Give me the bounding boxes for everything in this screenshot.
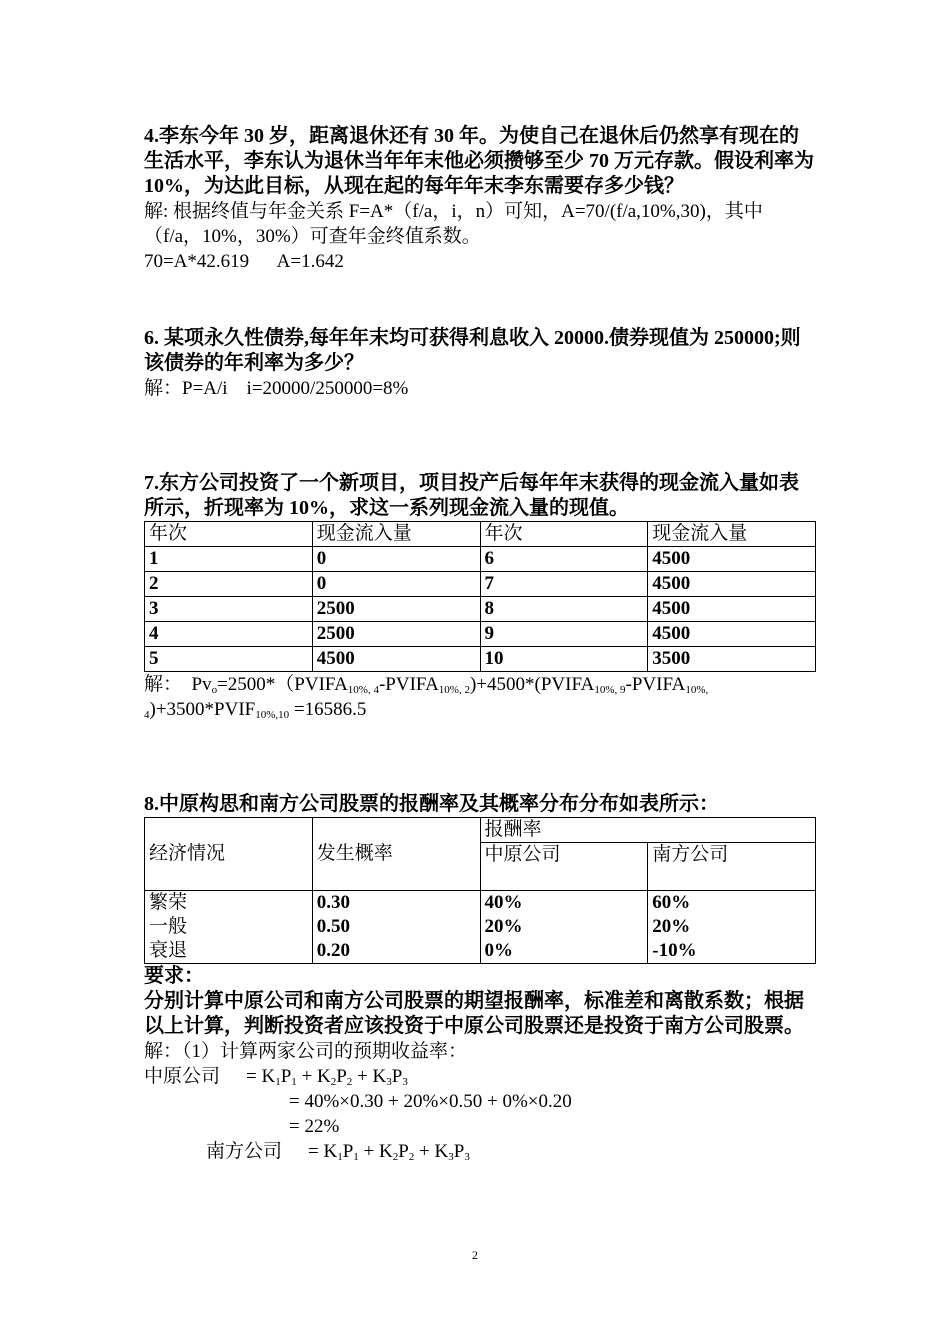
q8-requirement-body: 分别计算中原公司和南方公司股票的期望报酬率，标准差和离散系数；根据以上计算，判断投资者应该投资于中原公司股票还是投资于南方公司股票。 bbox=[144, 990, 804, 1037]
q8-question: 8.中原构思和南方公司股票的报酬率及其概率分布分布如表所示： bbox=[144, 793, 719, 815]
header-cashflow-2: 现金流入量 bbox=[648, 522, 816, 547]
header-year-1: 年次 bbox=[145, 522, 313, 547]
answer-text: )+4500*(PVIFA bbox=[469, 674, 595, 695]
q8-zhongyuan-result: = 22% bbox=[289, 1116, 340, 1137]
q8-nanfang-formula: 南方公司 = $K_1P_1 + K_2P_2 + K_3P_3$ bbox=[206, 1141, 470, 1163]
subscript: 10%, 9 bbox=[594, 684, 626, 696]
document-page bbox=[144, 124, 816, 1164]
table-cell: 6 bbox=[480, 547, 648, 572]
header-probability: 发生概率 bbox=[312, 818, 480, 891]
table-cell: 4500 bbox=[648, 547, 816, 572]
table-row bbox=[145, 622, 816, 647]
nanfang-label: 南方公司 bbox=[206, 1141, 283, 1162]
table-cell: 10 bbox=[480, 647, 648, 672]
table-cell: 7 bbox=[480, 572, 648, 597]
return-value: 20% bbox=[652, 916, 691, 937]
state-recession: 衰退 bbox=[149, 940, 188, 961]
answer-text: -PVIFA bbox=[625, 674, 686, 695]
table-cell: 1 bbox=[145, 547, 313, 572]
state-normal: 一般 bbox=[149, 916, 188, 937]
return-value: 60% bbox=[652, 892, 691, 913]
prob-value: 0.20 bbox=[316, 940, 350, 961]
q8-requirement-title: 要求： bbox=[144, 965, 204, 987]
table-cell: 2 bbox=[145, 572, 313, 597]
table-cell: 0 bbox=[312, 547, 480, 572]
nanfang-cell bbox=[648, 891, 816, 964]
header-return: 报酬率 bbox=[480, 818, 816, 843]
prob-value: 0.30 bbox=[316, 892, 350, 913]
subscript: 10%,10 bbox=[255, 709, 290, 721]
q6-question: 6. 某项永久性债券,每年年末均可获得利息收入 20000.债券现值为 250000;则该债券的年利率为多少？ bbox=[144, 327, 801, 374]
q7-answer bbox=[144, 672, 816, 722]
states-cell bbox=[145, 891, 313, 964]
q7-cashflow-table bbox=[144, 521, 816, 672]
return-value: -10% bbox=[652, 940, 697, 961]
table-cell: 3500 bbox=[648, 647, 816, 672]
header-economy: 经济情况 bbox=[145, 818, 313, 891]
subscript: 10%, 4 bbox=[144, 684, 709, 721]
header-year-2: 年次 bbox=[480, 522, 648, 547]
table-cell: 4500 bbox=[648, 597, 816, 622]
table-row bbox=[145, 572, 816, 597]
answer-text: =2500*（PVIFA bbox=[217, 674, 348, 695]
q8-zhongyuan-formula: 中原公司 = $K_1P_1 + K_2P_2 + K_3P_3$ bbox=[144, 1066, 408, 1088]
q8-returns-table bbox=[144, 817, 816, 964]
zhongyuan-cell bbox=[480, 891, 648, 964]
subscript: 10%, 4 bbox=[347, 684, 379, 696]
table-header-row bbox=[145, 818, 816, 843]
subscript: 10%, 2 bbox=[438, 684, 470, 696]
table-cell: 8 bbox=[480, 597, 648, 622]
table-cell: 0 bbox=[312, 572, 480, 597]
table-header-row bbox=[145, 522, 816, 547]
probs-cell bbox=[312, 891, 480, 964]
return-value: 0% bbox=[484, 940, 513, 961]
q8-zhongyuan-calc: = 40%×0.30 + 20%×0.50 + 0%×0.20 bbox=[289, 1091, 572, 1112]
q6-answer: 解：P=A/i i=20000/250000=8% bbox=[144, 378, 409, 399]
answer-text: -PVIFA bbox=[378, 674, 439, 695]
table-cell: 4 bbox=[145, 622, 313, 647]
zhongyuan-label: 中原公司 bbox=[144, 1066, 221, 1087]
table-row bbox=[145, 547, 816, 572]
table-cell: 2500 bbox=[312, 622, 480, 647]
header-nanfang: 南方公司 bbox=[648, 843, 816, 891]
header-zhongyuan: 中原公司 bbox=[480, 843, 648, 891]
table-row bbox=[145, 597, 816, 622]
return-value: 40% bbox=[484, 892, 523, 913]
return-value: 20% bbox=[484, 916, 523, 937]
page-number: 2 bbox=[472, 1248, 478, 1262]
table-cell: 9 bbox=[480, 622, 648, 647]
table-row bbox=[145, 891, 816, 964]
prob-value: 0.50 bbox=[316, 916, 350, 937]
q4-question: 4.李东今年 30 岁，距离退休还有 30 年。为使自己在退休后仍然享有现在的生活水平，李东认为退休当年年末他必须攒够至少 70 万元存款。假设利率为 10%，为达此目标，从现在起的每年年末李东需要存多少钱？ bbox=[144, 125, 814, 197]
table-cell: 4500 bbox=[648, 572, 816, 597]
q7-question: 7.东方公司投资了一个新项目，项目投产后每年年末获得的现金流入量如表所示，折现率为 10%，求这一系列现金流入量的现值。 bbox=[144, 472, 799, 519]
q4-result: 70=A*42.619 A=1.642 bbox=[144, 251, 344, 272]
state-boom: 繁荣 bbox=[149, 892, 188, 913]
table-cell: 4500 bbox=[312, 647, 480, 672]
header-cashflow-1: 现金流入量 bbox=[312, 522, 480, 547]
table-cell: 4500 bbox=[648, 622, 816, 647]
table-row bbox=[145, 647, 816, 672]
subscript: o bbox=[211, 684, 218, 696]
q4-answer: 解: 根据终值与年金关系 F=A*（f/a，i，n）可知，A=70/(f/a,10%,30)，其中（f/a，10%，30%）可查年金终值系数。 bbox=[144, 201, 763, 247]
answer-text: =16586.5 bbox=[289, 699, 367, 720]
table-cell: 2500 bbox=[312, 597, 480, 622]
answer-text: 解： Pv bbox=[144, 674, 212, 695]
answer-text: )+3500*PVIF bbox=[149, 699, 256, 720]
table-cell: 3 bbox=[145, 597, 313, 622]
table-cell: 5 bbox=[145, 647, 313, 672]
q8-solution-intro: 解：（1）计算两家公司的预期收益率： bbox=[144, 1041, 468, 1062]
